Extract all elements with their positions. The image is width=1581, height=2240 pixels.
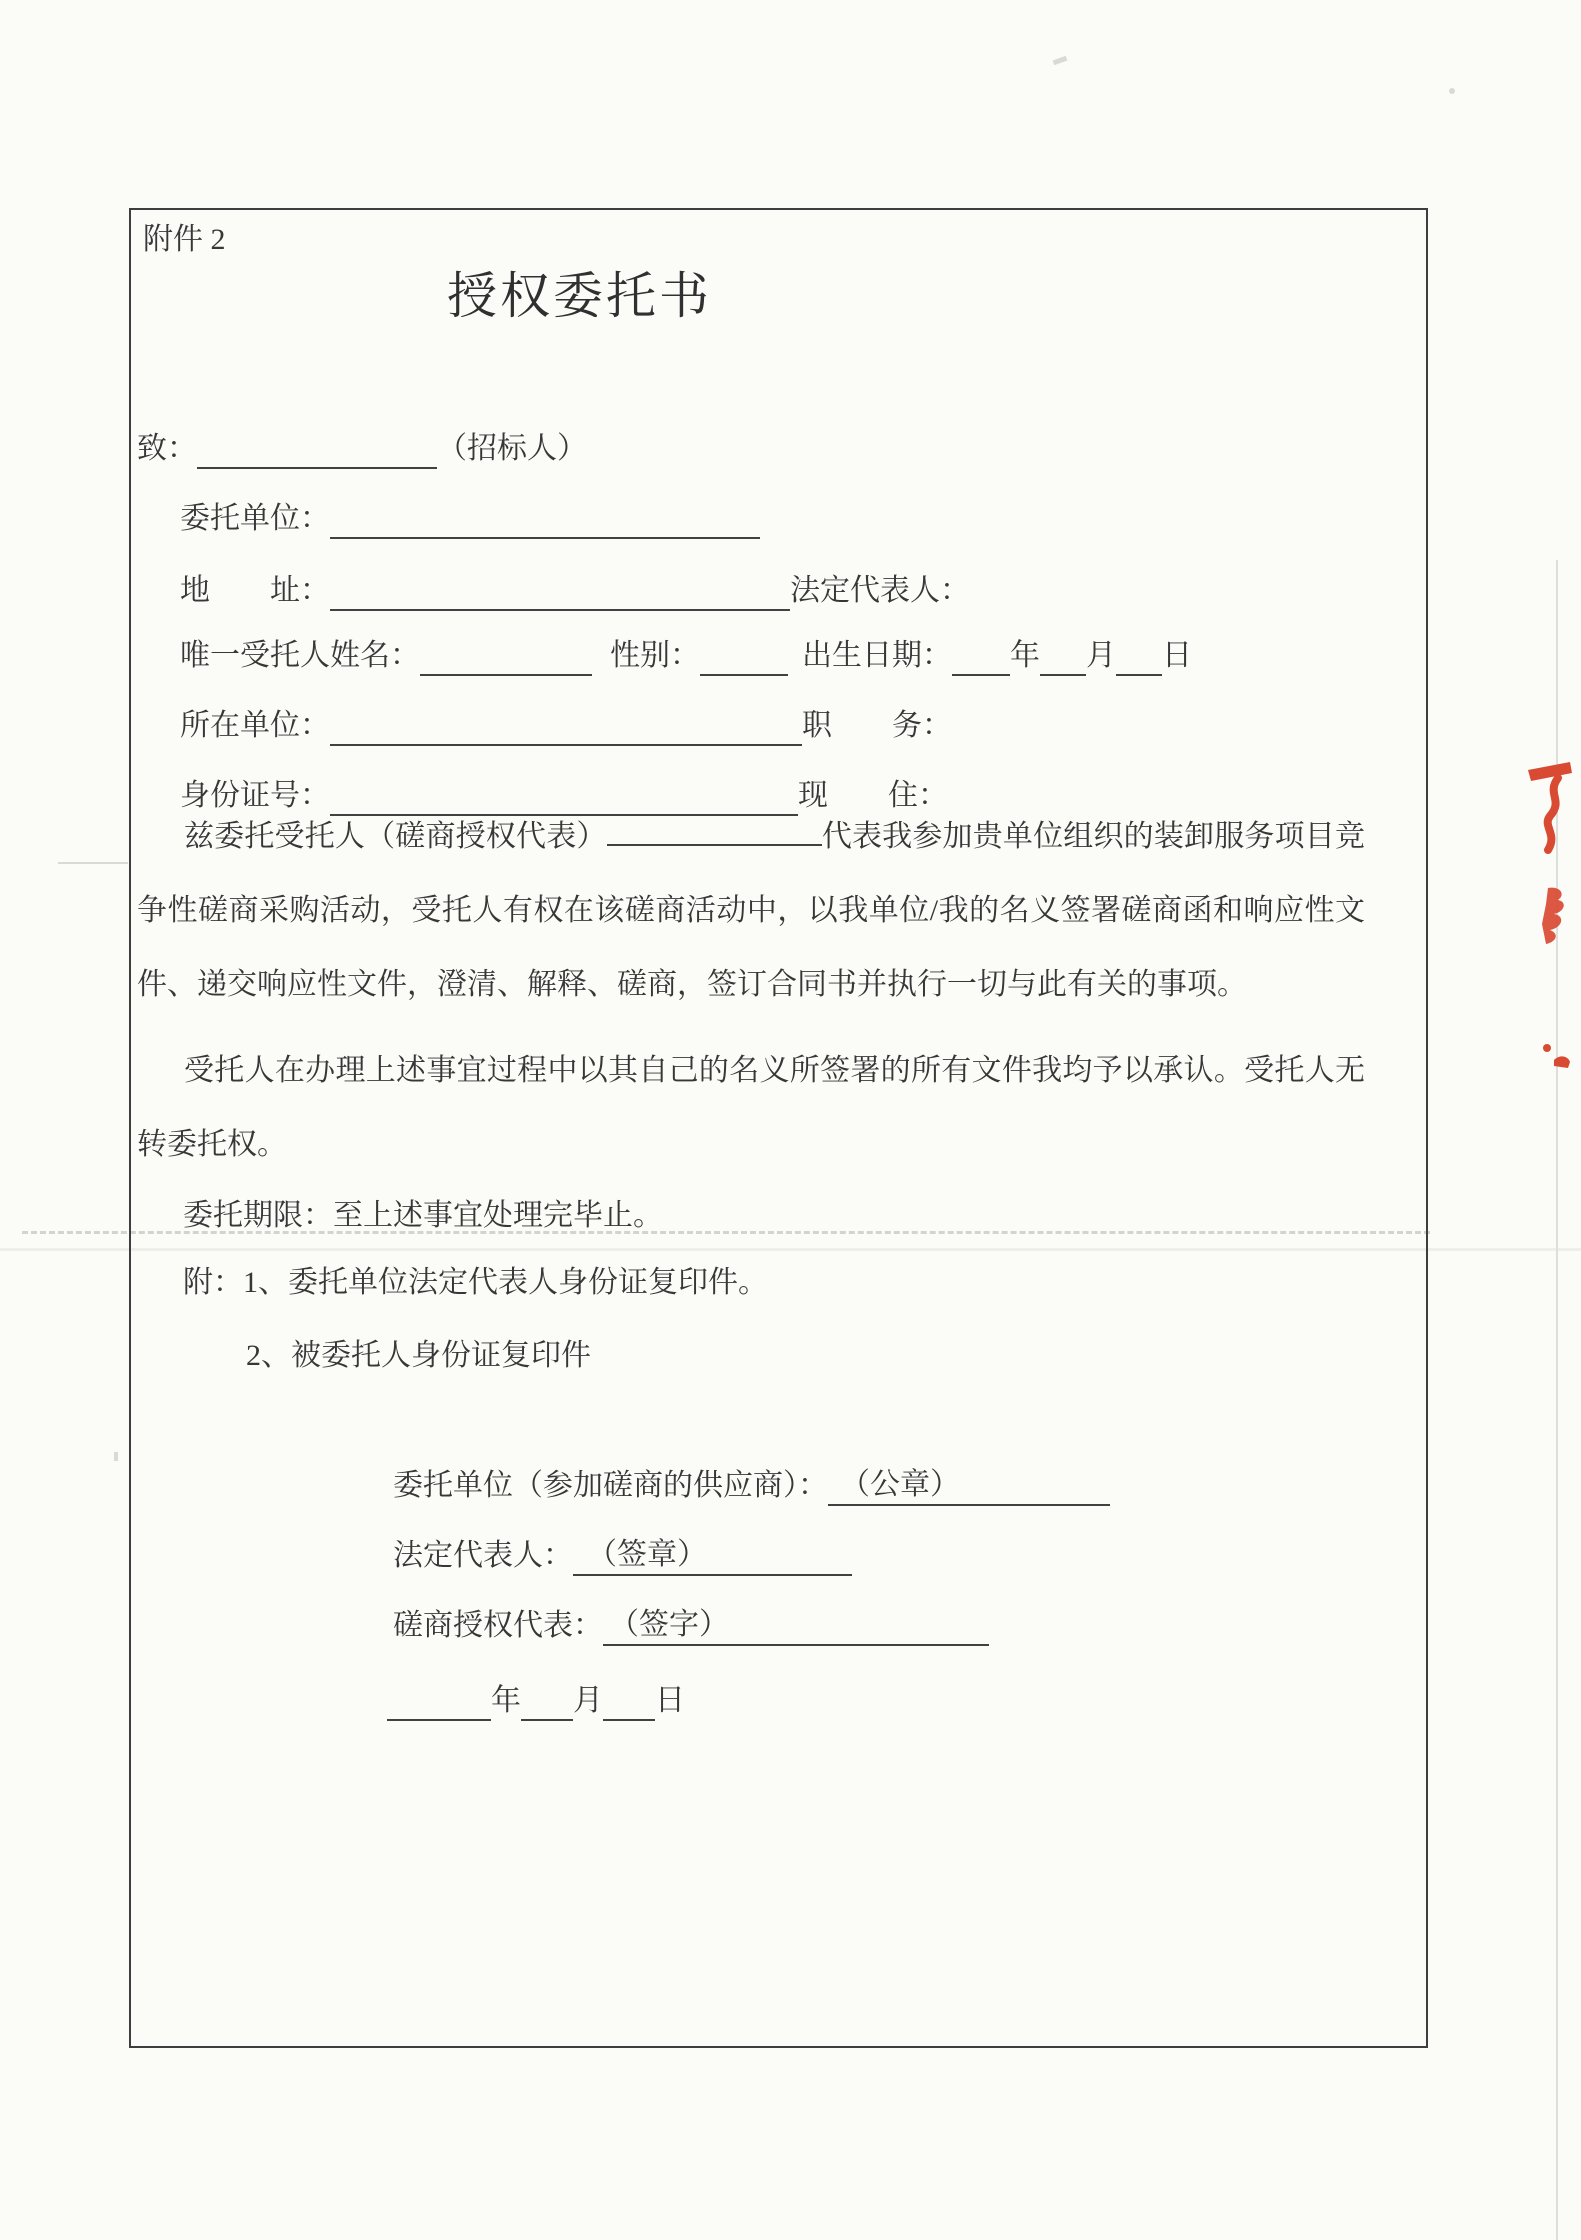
signature-legal-rep-label: 法定代表人： — [393, 1539, 573, 1572]
address-label: 地 址： — [180, 574, 330, 607]
gender-label: 性别： — [610, 639, 700, 672]
legal-rep-seal-text: （签章） — [587, 1538, 707, 1571]
date-year-blank — [387, 1687, 491, 1721]
trustee-name-blank — [420, 642, 592, 676]
to-label: 致： — [137, 432, 197, 465]
date-day-label: 日 — [655, 1684, 685, 1717]
month-label: 月 — [1086, 639, 1116, 672]
client-unit-label: 委托单位： — [180, 502, 330, 535]
date-month-blank — [521, 1687, 573, 1721]
red-seal-fragment-bottom — [1540, 1038, 1572, 1070]
birth-month-blank — [1040, 642, 1086, 676]
work-unit-blank — [330, 712, 802, 746]
date-day-blank — [603, 1687, 655, 1721]
attachment-label: 附件 2 — [143, 223, 226, 256]
client-unit-blank — [330, 505, 760, 539]
red-seal-fragment-top — [1524, 760, 1574, 855]
trustee-row — [180, 636, 1192, 676]
year-label: 年 — [1010, 639, 1040, 672]
work-unit-label: 所在单位： — [180, 709, 330, 742]
client-seal-text: （公章） — [840, 1468, 960, 1501]
agent-sign-blank — [603, 1606, 989, 1646]
birth-year-blank — [952, 642, 1010, 676]
agent-name-blank — [607, 816, 822, 846]
address-blank — [330, 577, 790, 611]
date-year-label: 年 — [491, 1684, 521, 1717]
acknowledgement-paragraph: 受托人在办理上述事宜过程中以其自己的名义所签署的所有文件我均予以承认。受托人无转委托权。 — [137, 1054, 1365, 1161]
red-seal-fragment-middle — [1540, 884, 1570, 946]
day-label: 日 — [1162, 639, 1192, 672]
scan-speck — [1449, 88, 1455, 94]
trustee-name-label: 唯一受托人姓名： — [180, 639, 420, 672]
signature-legal-rep-row — [393, 1536, 852, 1576]
signature-agent-label: 磋商授权代表： — [393, 1609, 603, 1642]
residence-label: 现 住： — [798, 779, 948, 812]
delegation-paragraph — [137, 800, 1365, 1022]
legal-rep-label: 法定代表人： — [790, 574, 970, 607]
client-seal-blank — [828, 1466, 1110, 1506]
date-month-label: 月 — [573, 1684, 603, 1717]
signature-client-label: 委托单位（参加磋商的供应商）： — [393, 1469, 828, 1502]
to-row — [137, 429, 587, 469]
work-unit-row — [180, 706, 952, 746]
signature-agent-row — [393, 1606, 989, 1646]
position-label: 职 务： — [802, 709, 952, 742]
scan-speck — [58, 862, 128, 864]
attachment-item-1: 附：1、委托单位法定代表人身份证复印件。 — [183, 1266, 768, 1299]
document-title: 授权委托书 — [447, 268, 712, 324]
agent-sign-text: （签字） — [609, 1608, 729, 1641]
attachment-item-2: 2、被委托人身份证复印件 — [246, 1339, 591, 1372]
signature-date-row — [387, 1681, 685, 1721]
recipient-blank — [197, 435, 437, 469]
birth-day-blank — [1116, 642, 1162, 676]
birth-label: 出生日期： — [802, 639, 952, 672]
scan-speck — [114, 1452, 118, 1461]
form-border-box — [129, 208, 1428, 2048]
client-unit-row — [180, 499, 760, 539]
id-number-label: 身份证号： — [180, 779, 330, 812]
delegation-prefix: 兹委托受托人（磋商授权代表） — [184, 820, 607, 853]
duration-row: 委托期限：至上述事宜处理完毕止。 — [183, 1199, 663, 1232]
gender-blank — [700, 642, 788, 676]
recipient-note: （招标人） — [437, 432, 587, 465]
legal-rep-seal-blank — [573, 1536, 852, 1576]
delegation-suffix: 代表我参加贵单位组织的装卸服务项目竞争性磋商采购活动，受托人有权在该磋商活动中，以我单位/我的名义签署磋商函和响应性文件、递交响应性文件，澄清、解释、磋商，签订合同书并执行一切与此有关的事项。 — [137, 820, 1365, 1001]
signature-client-row — [393, 1466, 1110, 1506]
address-row — [180, 571, 970, 611]
scan-speck — [1053, 56, 1068, 65]
